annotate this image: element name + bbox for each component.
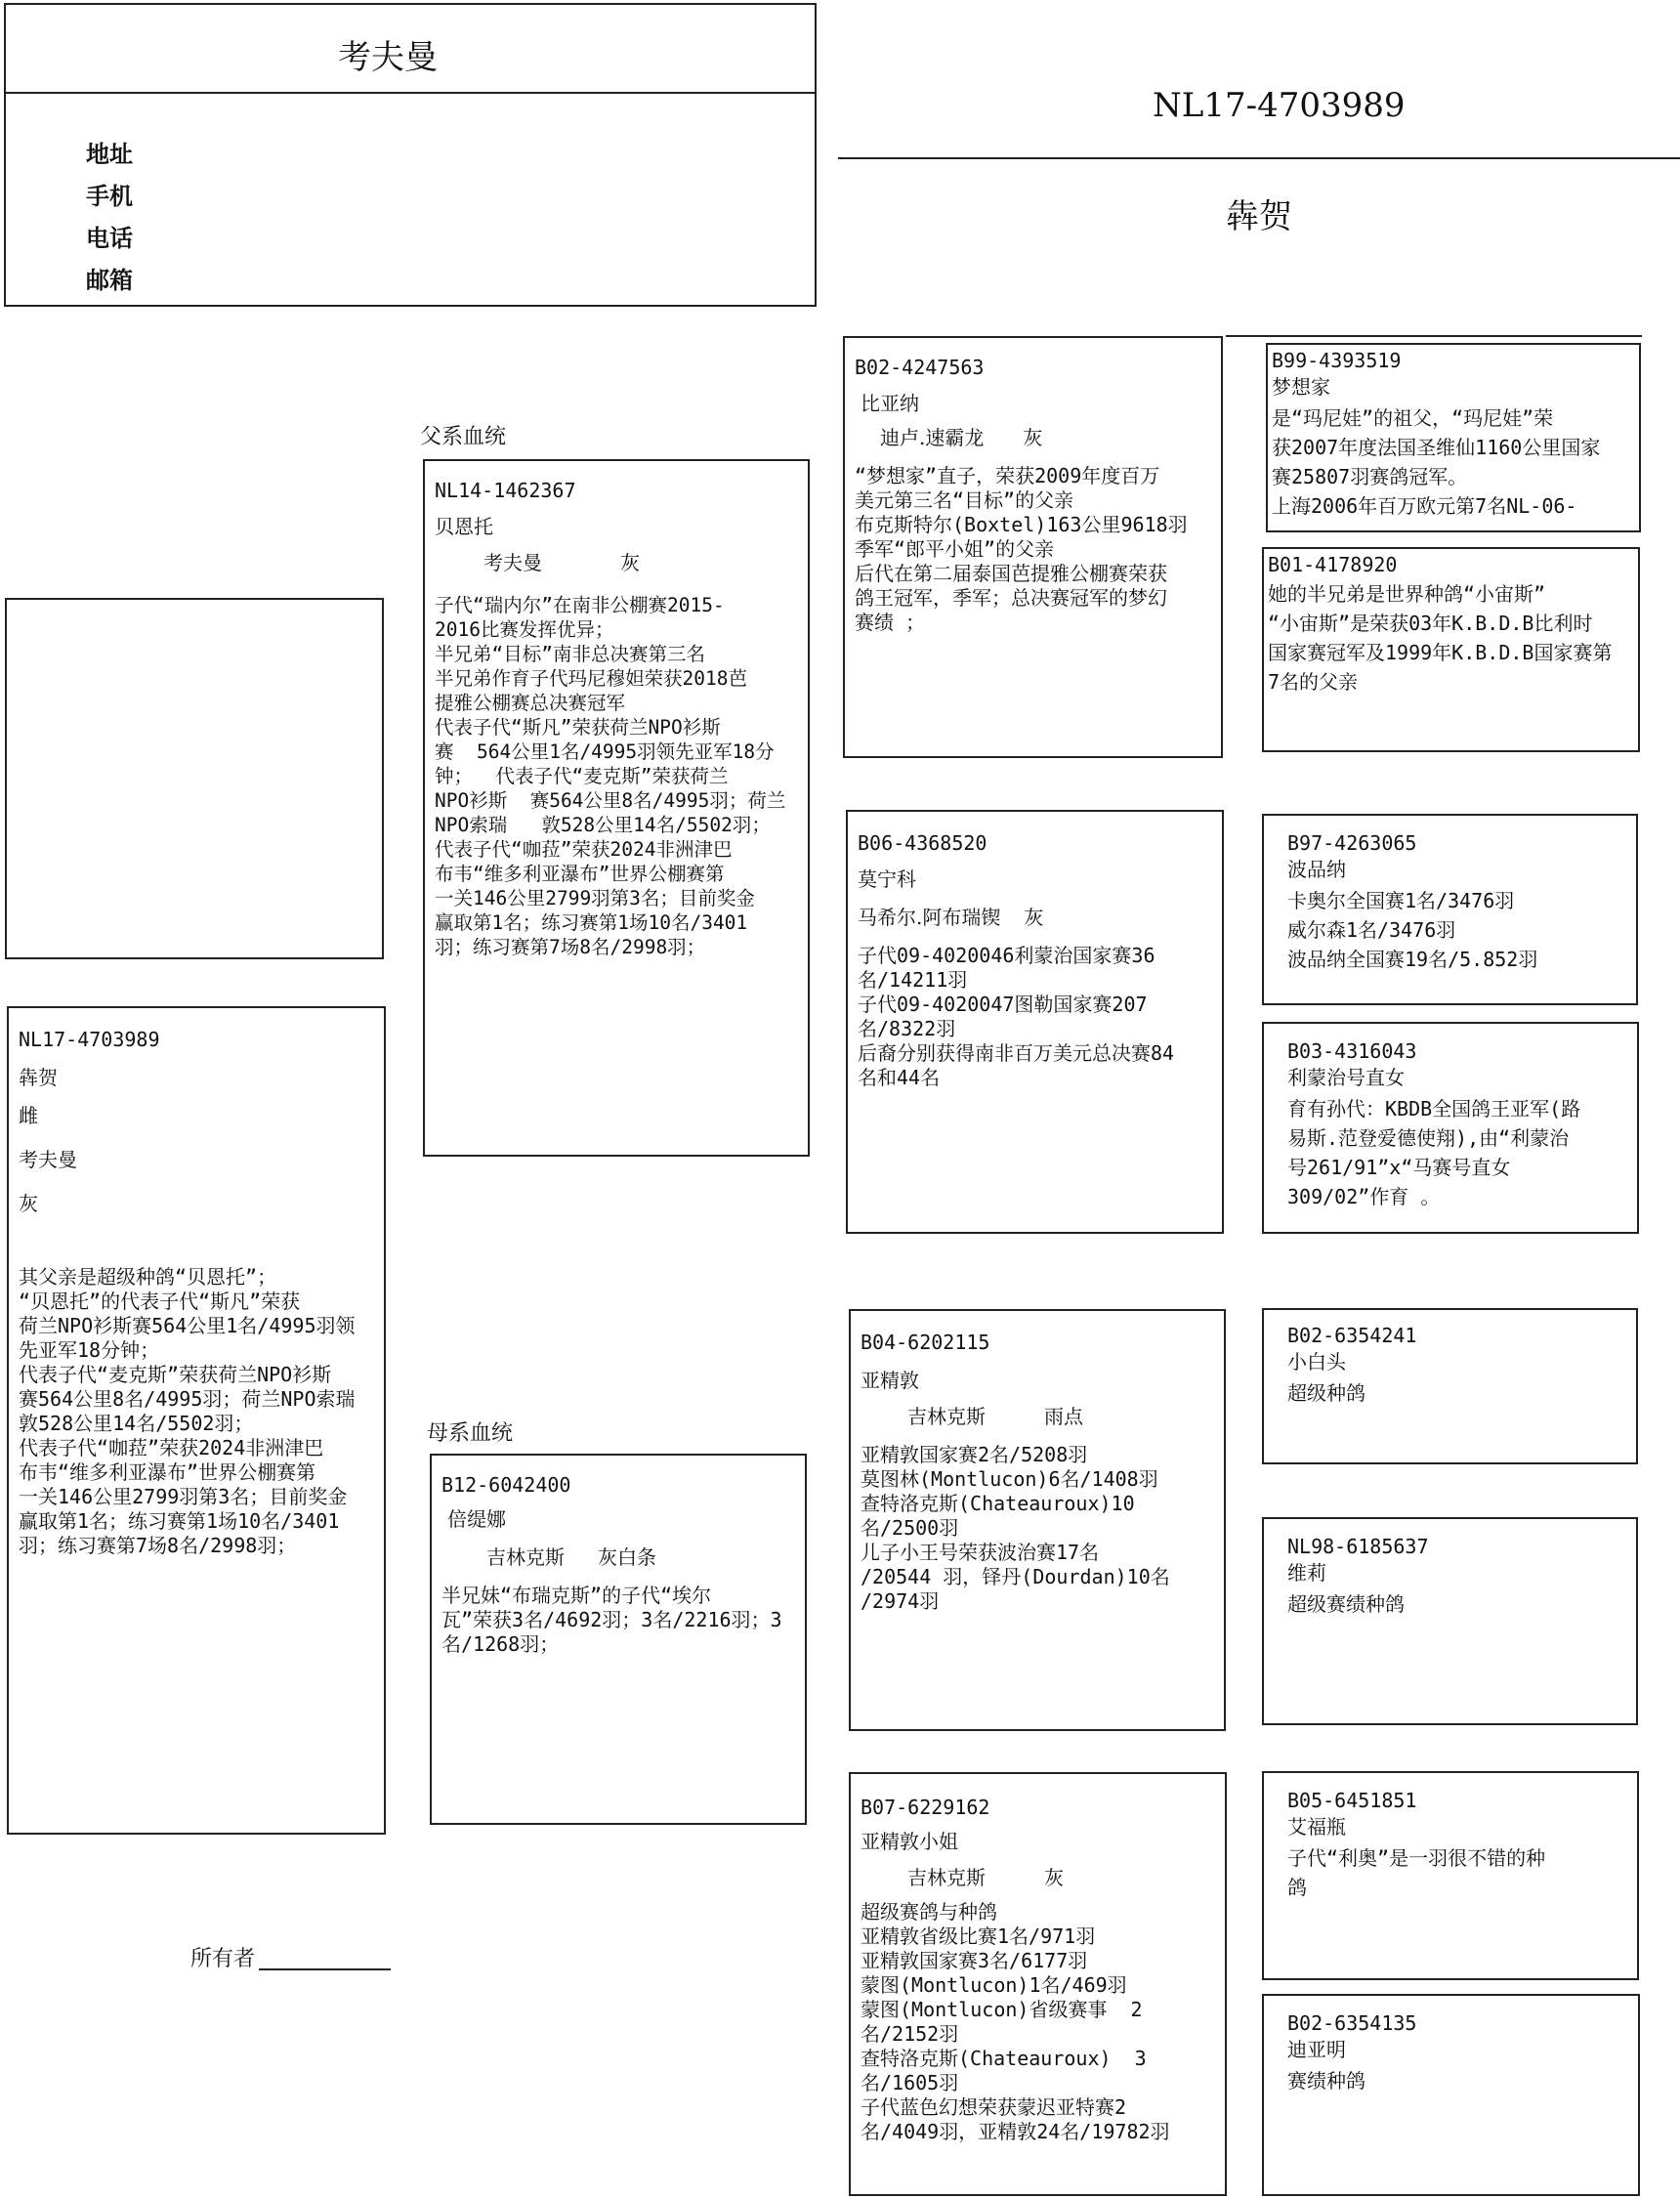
- ggp-4-ring: B03-4316043: [1287, 1039, 1417, 1063]
- dam-notes: 半兄妹“布瑞克斯”的子代“埃尔 瓦”荣获3名/4692羽；3名/2216羽；3 名/1268羽；: [441, 1584, 782, 1656]
- ggp-card-4: [1262, 1022, 1639, 1234]
- gp-dd-breeder-color: [861, 1866, 1215, 1890]
- contact-labels: [86, 134, 133, 302]
- ggp-5-notes: 超级种鸽: [1287, 1381, 1365, 1405]
- subject-name: 犇贺: [19, 1066, 58, 1089]
- ggp-1-ring: B99-4393519: [1272, 349, 1402, 372]
- ggp-7-notes: 子代“利奥”是一羽很不错的种 鸽: [1287, 1846, 1546, 1899]
- subject-card: [7, 1006, 386, 1835]
- gp-ds-notes: 亚精敦国家赛2名/5208羽 莫图林(Montlucon)6名/1408羽 查特洛克斯(Chateauroux)10 名/2500羽 儿子小王号荣获波治赛17名 /20544 羽，铎丹(Dourdan)10名 /2974羽: [861, 1443, 1170, 1613]
- ggp-card-3: [1262, 814, 1638, 1005]
- photo-placeholder: [5, 598, 384, 959]
- ggp-4-name: 利蒙治号直女: [1287, 1066, 1405, 1089]
- ggp-2-notes: 她的半兄弟是世界种鸽“小宙斯” “小宙斯”是荣获03年K.B.D.B比利时 国家赛冠军及1999年K.B.D.B国家赛第 7名的父亲: [1268, 582, 1613, 694]
- gp-ss-name: 比亚纳: [861, 392, 919, 415]
- sire-name: 贝恩托: [435, 515, 493, 538]
- gp-sd-color: 灰: [1024, 906, 1044, 929]
- sire-breeder: 考夫曼: [483, 551, 542, 574]
- header-divider: [6, 92, 815, 94]
- gp-ds-breeder: 吉林克斯: [907, 1405, 986, 1428]
- gp-sd-ring: B06-4368520: [858, 831, 987, 855]
- granddam-paternal-card: [846, 810, 1224, 1234]
- contact-phone-label: 电话: [86, 225, 133, 252]
- sire-color: 灰: [620, 551, 640, 574]
- ggp-card-7: [1262, 1771, 1639, 1980]
- gp-dd-name: 亚精敦小姐: [861, 1830, 958, 1853]
- ggp-3-ring: B97-4263065: [1287, 831, 1417, 855]
- ggp-1-notes: 是“玛尼娃”的祖父，“玛尼娃”荣 获2007年度法国圣维仙1160公里国家 赛25807羽赛鸽冠军。 上海2006年百万欧元第7名NL-06-: [1272, 406, 1601, 518]
- subject-notes: 其父亲是超级种鸽“贝恩托”； “贝恩托”的代表子代“斯凡”荣获 荷兰NPO衫斯赛564公里1名/4995羽领 先亚军18分钟； 代表子代“麦克斯”荣获荷兰NPO衫斯 赛564公里8名/4995羽；荷兰NPO索瑞 敦528公里14名/5502羽； 代表子代“咖菈”荣获2024非洲津巴 布韦“维多利亚瀑布”世界公棚赛第 一关146公里2799羽第3名；目前奖金 赢取第1名；练习赛第1场10名/3401 羽；练习赛第7场8名/2998羽；: [19, 1265, 356, 1557]
- gp-ss-breeder-color: [855, 426, 1211, 450]
- header-ring-number: NL17-4703989: [1153, 86, 1406, 125]
- subject-color: 灰: [19, 1192, 38, 1215]
- ggp-7-ring: B05-6451851: [1287, 1789, 1417, 1812]
- gp-sd-breeder-color: [858, 906, 1212, 930]
- ggp-card-2: [1262, 547, 1640, 752]
- granddam-maternal-card: [849, 1772, 1227, 2196]
- sire-line-label: 父系血统: [420, 425, 507, 449]
- gp-ds-breeder-color: [861, 1405, 1214, 1429]
- ggp-8-notes: 赛绩种鸽: [1287, 2069, 1365, 2093]
- ggp-8-ring: B02-6354135: [1287, 2011, 1417, 2035]
- gp-sd-name: 莫宁科: [858, 867, 916, 891]
- gp-ds-color: 雨点: [1044, 1405, 1083, 1428]
- ggp-7-name: 艾福瓶: [1287, 1815, 1346, 1839]
- gp-sd-breeder: 马希尔.阿布瑞锲: [858, 906, 1001, 929]
- ggp-3-notes: 卡奥尔全国赛1名/3476羽 威尔森1名/3476羽 波品纳全国赛19名/5.852羽: [1287, 889, 1538, 971]
- sire-breeder-color: [435, 551, 798, 575]
- dam-card: [430, 1454, 807, 1825]
- header-bird-name: 犇贺: [1226, 197, 1292, 236]
- contact-address-label: 地址: [86, 141, 133, 168]
- ggp-6-name: 维莉: [1287, 1561, 1326, 1585]
- dam-name: 倍缇娜: [447, 1507, 506, 1531]
- ggp-6-notes: 超级赛绩种鸽: [1287, 1592, 1405, 1616]
- header-right-rule: [838, 157, 1680, 159]
- dam-breeder: 吉林克斯: [486, 1545, 565, 1569]
- ggp-3-name: 波品纳: [1287, 858, 1346, 881]
- ggp-6-ring: NL98-6185637: [1287, 1535, 1429, 1558]
- owner-signature-line: [259, 1968, 391, 1970]
- gp-ds-ring: B04-6202115: [861, 1331, 990, 1354]
- gp-dd-ring: B07-6229162: [861, 1796, 990, 1819]
- dam-breeder-color: [441, 1545, 795, 1570]
- contact-mobile-label: 手机: [86, 183, 133, 210]
- gp-ds-name: 亚精敦: [861, 1369, 919, 1392]
- sire-card: [423, 459, 810, 1157]
- ggp-card-5: [1262, 1308, 1638, 1464]
- gp-ss-color: 灰: [1023, 426, 1043, 449]
- owner-name: 考夫曼: [338, 38, 438, 77]
- grandsire-maternal-card: [849, 1309, 1226, 1731]
- grandsire-paternal-card: [843, 336, 1223, 758]
- owner-header-box: [4, 3, 817, 307]
- ggp-1-name: 梦想家: [1272, 375, 1330, 399]
- sire-notes: 子代“瑞内尔”在南非公棚赛2015- 2016比赛发挥优异； 半兄弟“目标”南非总决赛第三名 半兄弟作育子代玛尼穆妲荣获2018芭 提雅公棚赛总决赛冠军 代表子代“斯凡”荣获荷兰NPO衫斯 赛 564公里1名/4995羽领先亚军18分 钟； 代表子代“麦克斯”荣获荷兰 NPO衫斯 赛564公里8名/4995羽；荷兰 NPO索瑞 敦528公里14名/5502羽； 代表子代“咖菈”荣获2024非洲津巴 布韦“维多利亚瀑布”世界公棚赛第 一关146公里2799羽第3名；目前奖金 赢取第1名；练习赛第1场10名/3401 羽；练习赛第7场8名/2998羽；: [435, 594, 786, 958]
- ggp-card-6: [1262, 1517, 1638, 1725]
- gp-ss-breeder: 迪卢.速霸龙: [880, 426, 985, 449]
- ggp-5-name: 小白头: [1287, 1350, 1346, 1374]
- ggp-4-notes: 育有孙代：KBDB全国鸽王亚军(路 易斯.范登爱德使翔),由“利蒙治 号261/91”x“马赛号直女 309/02”作育 。: [1287, 1097, 1581, 1208]
- ggp-card-1: [1266, 343, 1641, 532]
- owner-signature-label: 所有者: [190, 1947, 256, 1971]
- gp-dd-notes: 超级赛鸽与种鸽 亚精敦省级比赛1名/971羽 亚精敦国家赛3名/6177羽 蒙图(Montlucon)1名/469羽 蒙图(Montlucon)省级赛事 2 名/2152羽 查特洛克斯(Chateauroux) 3 名/1605羽 子代蓝色幻想荣获蒙迟亚特赛2 名/4049羽，亚精敦24名/19782羽: [861, 1900, 1170, 2143]
- sire-ring: NL14-1462367: [435, 479, 576, 502]
- dam-color: 灰白条: [598, 1545, 656, 1569]
- gp-ss-notes: “梦想家”直子，荣获2009年度百万 美元第三名“目标”的父亲 布克斯特尔(Boxtel)163公里9618羽 季军“郎平小姐”的父亲 后代在第二届泰国芭提雅公棚赛荣获 鸽王冠军，季军；总决赛冠军的梦幻 赛绩 ；: [855, 464, 1188, 634]
- gp-ss-ring: B02-4247563: [855, 356, 985, 379]
- dam-ring: B12-6042400: [441, 1473, 571, 1497]
- gp-sd-notes: 子代09-4020046利蒙治国家赛36 名/14211羽 子代09-4020047图勒国家赛207 名/8322羽 后裔分别获得南非百万美元总决赛84 名和44名: [858, 944, 1175, 1089]
- contact-email-label: 邮箱: [86, 267, 133, 294]
- subject-sex: 雌: [19, 1104, 38, 1127]
- ggp-2-ring: B01-4178920: [1268, 553, 1398, 576]
- gp-dd-color: 灰: [1044, 1866, 1064, 1889]
- ggp-5-ring: B02-6354241: [1287, 1324, 1417, 1347]
- subject-breeder: 考夫曼: [19, 1148, 77, 1171]
- subject-ring: NL17-4703989: [19, 1028, 160, 1051]
- ggp-top-rule: [1226, 335, 1642, 337]
- ggp-8-name: 迪亚明: [1287, 2038, 1346, 2061]
- dam-line-label: 母系血统: [427, 1421, 514, 1446]
- gp-dd-breeder: 吉林克斯: [907, 1866, 986, 1889]
- ggp-card-8: [1262, 1994, 1640, 2196]
